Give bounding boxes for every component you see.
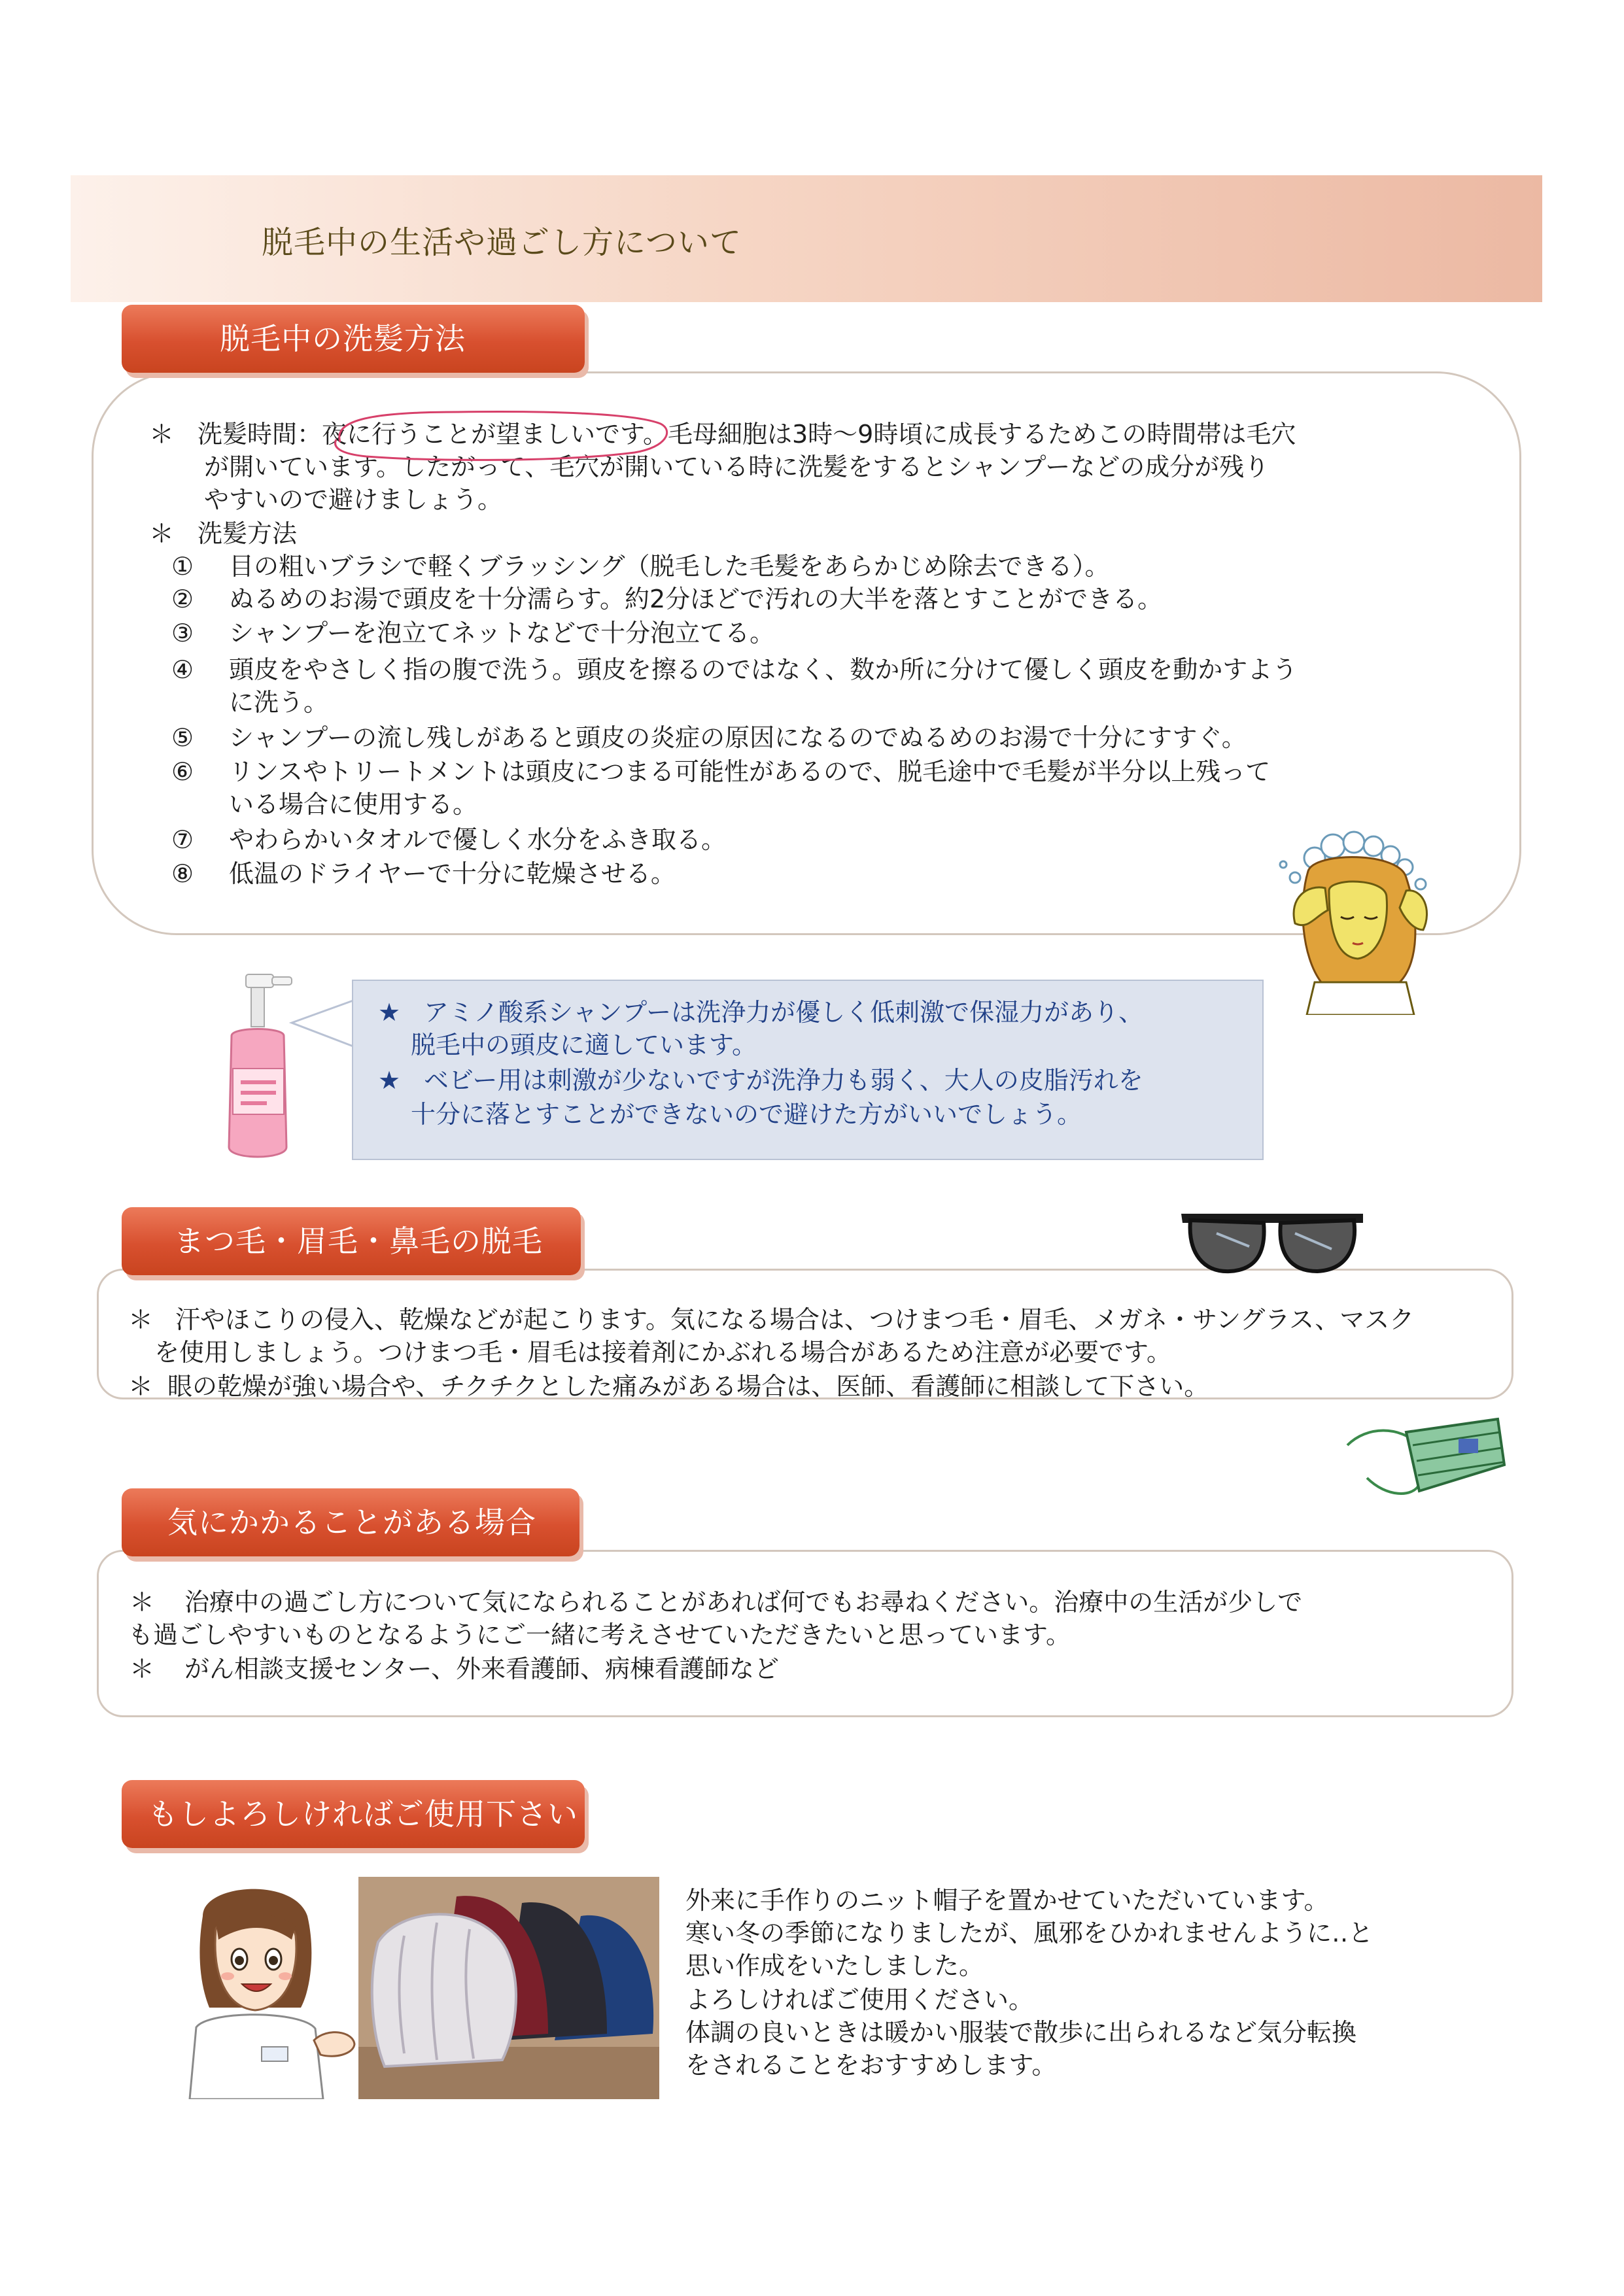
callout-text: アミノ酸系シャンプーは洗浄力が優しく低刺激で保湿力があり、 — [424, 998, 1144, 1027]
step-number: ⑧ — [171, 859, 194, 888]
step-number: ⑤ — [171, 723, 194, 752]
bullet-mark: ＊ — [130, 1654, 155, 1683]
step-text: 頭皮をやさしく指の腹で洗う。頭皮を擦るのではなく、数か所に分けて優しく頭皮を動かすよう — [229, 655, 1298, 684]
lashes-text: を使用しましょう。つけまつ毛・眉毛は接着剤にかぶれる場合があるため注意が必要です。 — [154, 1338, 1171, 1367]
concerns-text: も過ごしやすいものとなるようにご一緒に考えさせていただきたいと思っています。 — [128, 1620, 1071, 1649]
concerns-text: がん相談支援センター、外来看護師、病棟看護師など — [184, 1654, 779, 1683]
wash-time-line-1: 洗髪時間：夜に行うことが望ましいです。毛母細胞は3時～9時頃に成長するためこの時間帯は毛穴 — [198, 420, 1296, 449]
bullet-mark: ＊ — [128, 1305, 154, 1334]
concerns-text: 治療中の過ごし方について気になられることがあれば何でもお尋ねください。治療中の生活が少しで — [184, 1588, 1303, 1617]
step-text: シャンプーを泡立てネットなどで十分泡立てる。 — [229, 619, 775, 647]
bullet-mark: ＊ — [128, 1372, 154, 1401]
hats-text-line: をされることをおすすめします。 — [685, 2051, 1057, 2080]
star-mark: ★ — [378, 998, 401, 1027]
step-text: リンスやトリートメントは頭皮につまる可能性があるので、脱毛途中で毛髪が半分以上残って — [229, 757, 1271, 786]
page-title: 脱毛中の生活や過ごし方について — [262, 224, 742, 261]
bullet-mark: ＊ — [149, 519, 175, 548]
wash-method-label: 洗髪方法 — [198, 519, 298, 548]
lashes-text: 眼の乾燥が強い場合や、チクチクとした痛みがある場合は、医師、看護師に相談して下さい。 — [167, 1372, 1209, 1401]
step-text: いる場合に使用する。 — [229, 790, 478, 819]
section-heading-hats: もしよろしければご使用下さい — [122, 1780, 585, 1848]
step-number: ② — [171, 585, 194, 613]
section-heading-wash: 脱毛中の洗髪方法 — [122, 305, 585, 373]
callout-text: 脱毛中の頭皮に適しています。 — [411, 1031, 757, 1059]
knitted-hats-photo — [358, 1877, 659, 2099]
hats-text-line: 思い作成をいたしました。 — [685, 1951, 984, 1980]
wash-time-line-3: やすいので避けましょう。 — [204, 485, 503, 514]
step-text: 目の粗いブラシで軽くブラッシング（脱毛した毛髪をあらかじめ除去できる）。 — [229, 552, 1110, 581]
callout-pointer — [288, 994, 360, 1053]
step-text: 低温のドライヤーで十分に乾燥させる。 — [229, 859, 676, 888]
step-text: やわらかいタオルで優しく水分をふき取る。 — [229, 825, 727, 854]
nurse-illustration — [164, 1877, 360, 2099]
woman-washing-hair-illustration — [1269, 825, 1452, 1015]
sunglasses-illustration — [1177, 1201, 1367, 1279]
bullet-mark: ＊ — [149, 420, 175, 449]
lashes-text: 汗やほこりの侵入、乾燥などが起こります。気になる場合は、つけまつ毛・眉毛、メガネ・サングラス、マスク — [175, 1305, 1415, 1334]
bullet-mark: ＊ — [130, 1588, 155, 1617]
hats-text-line: 外来に手作りのニット帽子を置かせていただいています。 — [685, 1886, 1329, 1915]
step-text: ぬるめのお湯で頭皮を十分濡らす。約2分ほどで汚れの大半を落とすことができる。 — [229, 585, 1163, 613]
step-number: ⑥ — [171, 757, 194, 786]
step-number: ④ — [171, 655, 194, 684]
step-number: ③ — [171, 619, 194, 647]
pen-circle-annotation — [327, 402, 680, 467]
section-heading-lashes: まつ毛・眉毛・鼻毛の脱毛 — [122, 1207, 581, 1275]
hats-text-line: 体調の良いときは暖かい服装で散歩に出られるなど気分転換 — [685, 2018, 1357, 2047]
hats-text-line: よろしければご使用ください。 — [685, 1985, 1034, 2014]
step-number: ① — [171, 552, 194, 581]
callout-text: ベビー用は刺激が少ないですが洗浄力も弱く、大人の皮脂汚れを — [424, 1066, 1143, 1095]
wash-time-line-2: が開いています。したがって、毛穴が開いている時に洗髪をするとシャンプーなどの成分が残り — [204, 453, 1270, 481]
section-heading-concerns: 気にかかることがある場合 — [122, 1488, 579, 1556]
step-text: に洗う。 — [229, 688, 329, 717]
face-mask-illustration — [1341, 1406, 1511, 1504]
hats-text-line: 寒い冬の季節になりましたが、風邪をひかれませんように‥と — [685, 1919, 1373, 1947]
shampoo-bottle-illustration — [209, 970, 301, 1167]
star-mark: ★ — [378, 1066, 401, 1095]
step-text: シャンプーの流し残しがあると頭皮の炎症の原因になるのでぬるめのお湯で十分にすすぐ。 — [229, 723, 1247, 752]
callout-text: 十分に落とすことができないので避けた方がいいでしょう。 — [411, 1100, 1082, 1129]
step-number: ⑦ — [171, 825, 194, 854]
